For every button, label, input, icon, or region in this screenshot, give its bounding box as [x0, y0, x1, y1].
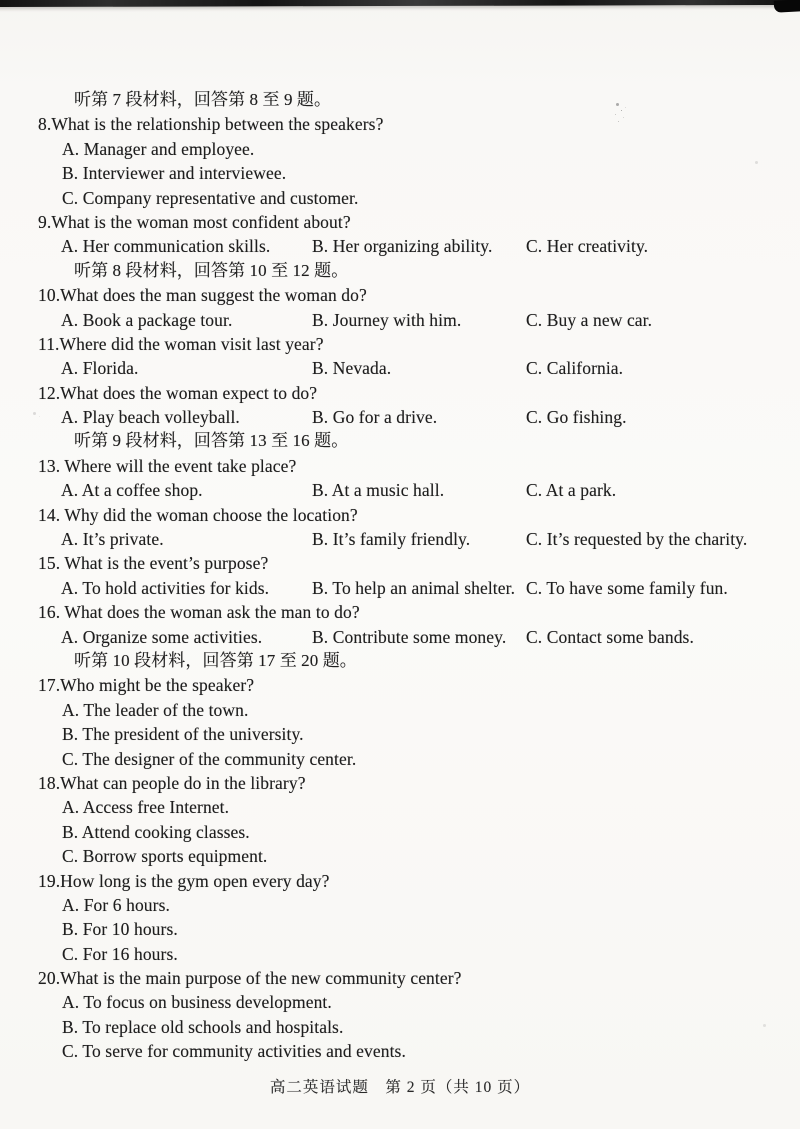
question-20-option-c: C. To serve for community activities and events.	[62, 1041, 406, 1062]
question-15-option-b: B. To help an animal shelter.	[312, 577, 516, 598]
question-10-option-b: B. Journey with him.	[312, 309, 462, 330]
question-16-stem: 16. What does the woman ask the man to do?	[38, 602, 360, 623]
question-13-stem: 13. Where will the event take place?	[38, 455, 297, 476]
listening-questions-block	[0, 88, 800, 1064]
question-10-option-a: A. Book a package tour.	[61, 309, 233, 330]
question-11-option-a: A. Florida.	[61, 358, 139, 379]
section-instruction-material-7: 听第 7 段材料，回答第 8 至 9 题。	[74, 90, 332, 109]
question-8-option-c: C. Company representative and customer.	[62, 187, 359, 208]
question-19-option-c: C. For 16 hours.	[62, 943, 178, 964]
question-16-option-b: B. Contribute some money.	[312, 626, 507, 647]
question-16-option-c: C. Contact some bands.	[526, 626, 694, 647]
question-13-options	[0, 478, 800, 502]
question-10-stem: 10.What does the man suggest the woman do?	[38, 285, 367, 306]
question-10-option-c: C. Buy a new car.	[526, 309, 653, 330]
question-17-option-a: A. The leader of the town.	[62, 699, 249, 720]
question-19-stem: 19.How long is the gym open every day?	[38, 870, 330, 891]
question-15-option-a: A. To hold activities for kids.	[61, 577, 270, 598]
question-13-option-c: C. At a park.	[526, 480, 617, 501]
question-11-option-b: B. Nevada.	[312, 358, 392, 379]
question-17-option-b: B. The president of the university.	[62, 724, 304, 745]
page-footer: 高二英语试题 第 2 页（共 10 页）	[269, 1079, 531, 1096]
scan-edge-artifact	[0, 0, 800, 7]
question-13-option-a: A. At a coffee shop.	[61, 480, 203, 501]
question-8-stem: 8.What is the relationship between the speakers?	[38, 114, 384, 135]
question-14-option-b: B. It’s family friendly.	[312, 529, 471, 550]
question-9-option-a: A. Her communication skills.	[61, 236, 271, 257]
question-12-options	[0, 405, 800, 429]
question-18-option-a: A. Access free Internet.	[62, 797, 230, 818]
question-18-option-c: C. Borrow sports equipment.	[62, 846, 268, 867]
question-11-option-c: C. California.	[526, 358, 624, 379]
question-14-stem: 14. Why did the woman choose the location?	[38, 504, 358, 525]
question-17-option-c: C. The designer of the community center.	[62, 748, 357, 769]
question-16-option-a: A. Organize some activities.	[61, 626, 263, 647]
question-12-option-c: C. Go fishing.	[526, 407, 627, 428]
question-9-option-c: C. Her creativity.	[526, 236, 649, 257]
question-20-option-a: A. To focus on business development.	[62, 992, 332, 1013]
question-20-option-b: B. To replace old schools and hospitals.	[62, 1016, 344, 1037]
question-15-options	[0, 576, 800, 600]
question-8-option-a: A. Manager and employee.	[62, 138, 255, 159]
question-13-option-b: B. At a music hall.	[312, 480, 445, 501]
question-9-options	[0, 234, 800, 258]
question-16-options	[0, 625, 800, 649]
question-15-stem: 15. What is the event’s purpose?	[38, 553, 269, 574]
question-9-stem: 9.What is the woman most confident about?	[38, 211, 351, 232]
question-14-option-c: C. It’s requested by the charity.	[526, 529, 748, 550]
question-9-option-b: B. Her organizing ability.	[312, 236, 493, 257]
scan-corner-artifact	[774, 0, 800, 13]
section-instruction-material-10: 听第 10 段材料，回答第 17 至 20 题。	[74, 650, 357, 670]
section-instruction-material-9: 听第 9 段材料，回答第 13 至 16 题。	[74, 431, 349, 451]
question-10-options	[0, 308, 800, 332]
question-8-option-b: B. Interviewer and interviewee.	[62, 163, 287, 184]
question-18-option-b: B. Attend cooking classes.	[62, 821, 250, 842]
question-20-stem: 20.What is the main purpose of the new community center?	[38, 968, 462, 989]
question-17-stem: 17.Who might be the speaker?	[38, 675, 255, 696]
question-19-option-a: A. For 6 hours.	[62, 894, 170, 915]
section-instruction-material-8: 听第 8 段材料，回答第 10 至 12 题。	[74, 260, 349, 280]
question-14-options	[0, 527, 800, 551]
question-12-option-a: A. Play beach volleyball.	[61, 407, 240, 428]
question-14-option-a: A. It’s private.	[61, 529, 164, 550]
question-11-stem: 11.Where did the woman visit last year?	[38, 333, 324, 354]
question-12-stem: 12.What does the woman expect to do?	[38, 382, 318, 403]
question-18-stem: 18.What can people do in the library?	[38, 772, 306, 793]
question-12-option-b: B. Go for a drive.	[312, 407, 438, 428]
question-19-option-b: B. For 10 hours.	[62, 919, 178, 940]
question-11-options	[0, 356, 800, 380]
question-15-option-c: C. To have some family fun.	[526, 577, 728, 598]
